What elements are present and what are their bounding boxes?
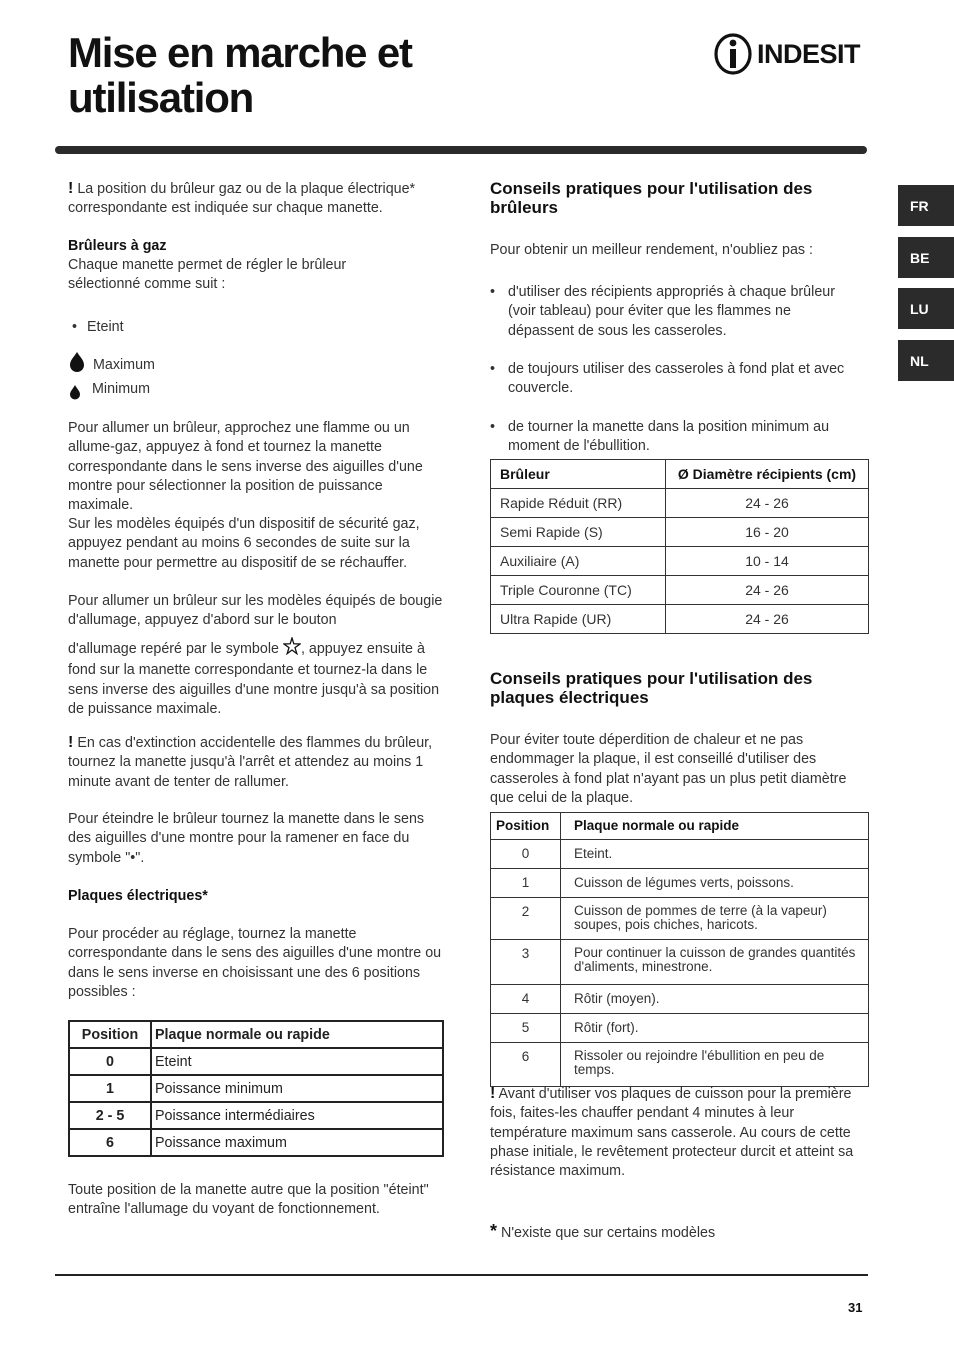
bullet-off-label: Eteint <box>87 319 124 335</box>
table-cell: Triple Couronne (TC) <box>491 576 666 605</box>
table-row <box>491 1014 869 1043</box>
max-label: Maximum <box>93 357 155 373</box>
table-cell: 1 <box>491 869 561 898</box>
bullet-dot-icon: • <box>490 419 496 435</box>
table-cell: Semi Rapide (S) <box>491 518 666 547</box>
tab-lu[interactable]: LU <box>898 288 954 329</box>
table-header-cell: Position <box>491 813 561 840</box>
table-cell: 6 <box>491 1043 561 1087</box>
bullet-dot-icon: • <box>490 361 496 377</box>
table-row <box>491 489 869 518</box>
small-flame-icon <box>69 384 81 405</box>
table-cell: 10 - 14 <box>666 547 869 576</box>
footnote-mark: * <box>490 1221 498 1241</box>
header-divider <box>55 146 867 154</box>
table-row <box>491 940 869 985</box>
gas-burners-heading: Brûleurs à gaz <box>68 238 167 254</box>
para-ignite-3 <box>68 637 445 719</box>
burners-tips-heading: Conseils pratiques pour l'utilisation des brûleurs <box>490 179 813 217</box>
table-header-cell: Ø Diamètre récipients (cm) <box>666 460 869 489</box>
table-cell: Rapide Réduit (RR) <box>491 489 666 518</box>
note-extinction-text: En cas d'extinction accidentelle des flammes du brûleur, tournez la manette jusqu'à l'arrêt et attendez au moins 1 minute avant de tenter de rallumer. <box>68 735 433 790</box>
table-cell: 24 - 26 <box>666 605 869 634</box>
table-row <box>491 576 869 605</box>
table-header-cell: Brûleur <box>491 460 666 489</box>
warning-mark: ! <box>68 180 74 197</box>
tab-nl[interactable]: NL <box>898 340 954 381</box>
table-cell: Rissoler ou rejoindre l'ébullition en peu de temps. <box>561 1043 869 1087</box>
page-number: 31 <box>848 1300 863 1315</box>
electric-plates-heading: Plaques électriques* <box>68 888 208 904</box>
table-cell: 6 <box>69 1129 151 1156</box>
table-row <box>69 1048 443 1075</box>
title-line-1: Mise en marche et <box>68 29 412 76</box>
para-ignite-1: Pour allumer un brûleur, approchez une flamme ou un allume-gaz, appuyez à fond et tournez la manette correspondante dans le sens inverse des aiguilles d'une montre pour sélectionner la position de puissance maximale. <box>68 420 423 514</box>
warning-mark: ! <box>490 1085 496 1102</box>
table-cell: Eteint. <box>561 840 869 869</box>
table-cell: Rôtir (moyen). <box>561 985 869 1014</box>
plates-tips-intro: Pour éviter toute déperdition de chaleur et ne pas endommager la plaque, il est conseillé d'utiliser des casseroles à fond plat n'ayant pas un plus petit diamètre que celui de la plaque. <box>490 732 847 806</box>
tab-be[interactable]: BE <box>898 237 954 278</box>
table-cell: Poissance intermédiaires <box>151 1102 443 1129</box>
warning-mark: ! <box>68 734 74 751</box>
table-cell: 16 - 20 <box>666 518 869 547</box>
table-row <box>69 1129 443 1156</box>
list-item-text: de toujours utiliser des casseroles à fond plat et avec couvercle. <box>508 361 845 397</box>
page-title <box>68 30 538 120</box>
large-flame-icon <box>68 351 86 378</box>
para-off: Pour éteindre le brûleur tournez la manette dans le sens des aiguilles d'une montre pour la ramener en face du symbole "•". <box>68 811 425 866</box>
footer-divider <box>55 1274 868 1276</box>
footnote-text: N'existe que sur certains modèles <box>501 1225 716 1241</box>
burners-tips-intro: Pour obtenir un meilleur rendement, n'oubliez pas : <box>490 242 814 258</box>
table-cell: 24 - 26 <box>666 576 869 605</box>
table-cell: 2 - 5 <box>69 1102 151 1129</box>
table-cell: Auxiliaire (A) <box>491 547 666 576</box>
table-cell: Poissance maximum <box>151 1129 443 1156</box>
note-extinction <box>68 733 445 792</box>
para-ignite-3b: d'allumage repéré par le symbole <box>68 641 279 657</box>
table-cell: Cuisson de pommes de terre (à la vapeur) soupes, pois chiches, haricots. <box>561 898 869 940</box>
table-header-row <box>69 1021 443 1048</box>
table-row <box>491 547 869 576</box>
table-row <box>491 985 869 1014</box>
note-position <box>68 179 448 219</box>
table-row <box>491 840 869 869</box>
table-row <box>69 1075 443 1102</box>
note-position-text: La position du brûleur gaz ou de la plaque électrique* correspondante est indiquée sur chaque manette. <box>68 181 416 217</box>
table-header-row <box>491 460 869 489</box>
right-positions-table <box>490 812 869 1087</box>
table-row <box>69 1102 443 1129</box>
table-cell: 3 <box>491 940 561 985</box>
table-row <box>491 518 869 547</box>
min-label: Minimum <box>92 381 150 397</box>
gas-burners-intro: Chaque manette permet de régler le brûleur sélectionné comme suit : <box>68 257 347 293</box>
electric-plates-intro: Pour procéder au réglage, tournez la manette correspondante dans le sens des aiguilles d'une montre ou dans le sens inverse en choisissant une des 6 positions possibles : <box>68 926 442 1000</box>
burner-diameter-table <box>490 459 869 634</box>
note-first-use <box>490 1084 867 1181</box>
para-lamp: Toute position de la manette autre que la position "éteint" entraîne l'allumage du voyant de fonctionnement. <box>68 1182 429 1218</box>
indesit-logo <box>713 32 860 76</box>
bullet-off <box>72 318 124 337</box>
table-cell: 1 <box>69 1075 151 1102</box>
table-cell: Ultra Rapide (UR) <box>491 605 666 634</box>
table-row <box>491 605 869 634</box>
para-ignite-3a: Pour allumer un brûleur sur les modèles équipés de bougie d'allumage, appuyez d'abord sur le bouton <box>68 593 443 629</box>
table-cell: Cuisson de légumes verts, poissons. <box>561 869 869 898</box>
table-cell: Rôtir (fort). <box>561 1014 869 1043</box>
table-cell: Eteint <box>151 1048 443 1075</box>
brand-name: INDESIT <box>757 38 861 69</box>
note-first-use-text: Avant d'utiliser vos plaques de cuisson pour la première fois, faites-les chauffer pendant 4 minutes à leur température maximum sans casserole. Au cours de cette phase initiale, le revêtement protecteur durcit et atteint sa résistance maximum. <box>490 1086 854 1180</box>
table-cell: 0 <box>491 840 561 869</box>
plates-tips-heading: Conseils pratiques pour l'utilisation des plaques électriques <box>490 669 813 707</box>
table-cell: 24 - 26 <box>666 489 869 518</box>
left-positions-table <box>68 1020 444 1157</box>
para-ignite-2: Sur les modèles équipés d'un dispositif de sécurité gaz, appuyez pendant au moins 6 secondes de suite sur la manette pour permettre au dispositif de se réchauffer. <box>68 516 420 571</box>
table-cell: Pour continuer la cuisson de grandes quantités d'aliments, minestrone. <box>561 940 869 985</box>
title-line-2: utilisation <box>68 74 254 121</box>
para-ignite-3c: , appuyez ensuite à fond sur la manette correspondante et tournez-la dans le sens inverse des aiguilles d'une montre jusqu'à sa position de puissance maximale. <box>68 641 440 717</box>
footnote <box>490 1222 867 1243</box>
table-cell: 4 <box>491 985 561 1014</box>
list-item-text: de tourner la manette dans la position minimum au moment de l'ébullition. <box>508 419 830 455</box>
tab-fr[interactable]: FR <box>898 185 954 226</box>
table-row <box>491 869 869 898</box>
table-header-cell: Plaque normale ou rapide <box>561 813 869 840</box>
table-cell: 0 <box>69 1048 151 1075</box>
bullet-dot-icon: • <box>490 284 496 300</box>
table-row <box>491 1043 869 1087</box>
bullet-dot-icon: • <box>72 319 78 335</box>
table-row <box>491 898 869 940</box>
table-cell: Poissance minimum <box>151 1075 443 1102</box>
table-header-cell: Plaque normale ou rapide <box>151 1021 443 1048</box>
spark-icon <box>283 637 301 661</box>
table-header-cell: Position <box>69 1021 151 1048</box>
table-cell: 2 <box>491 898 561 940</box>
table-cell: 5 <box>491 1014 561 1043</box>
table-header-row <box>491 813 869 840</box>
indesit-i-icon <box>713 32 753 76</box>
list-item-text: d'utiliser des récipients appropriés à chaque brûleur (voir tableau) pour éviter que les flammes ne dépassent de sous les casseroles. <box>508 284 835 339</box>
